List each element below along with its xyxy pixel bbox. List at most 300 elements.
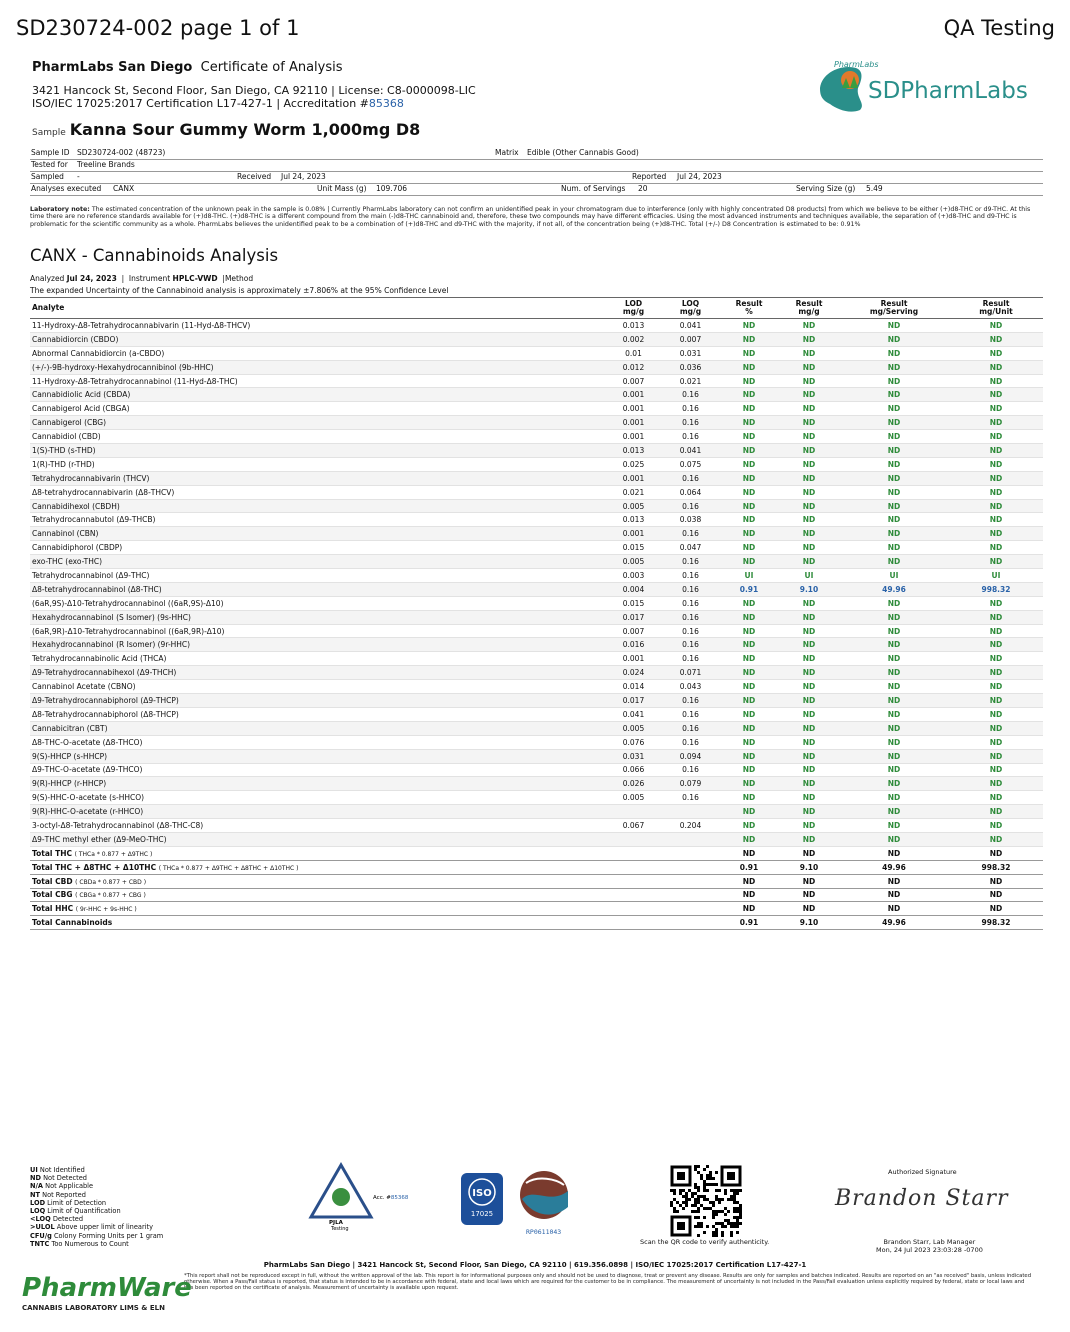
table-cell: 0.013 [605, 444, 662, 458]
table-row [30, 805, 1043, 819]
total-label [30, 902, 605, 916]
table-row [30, 430, 1043, 444]
analyte-name: Cannabidiorcin (CBDO) [30, 332, 605, 346]
qr-module [700, 1204, 703, 1207]
table-row [30, 582, 1043, 596]
analyte-name: Cannabidiphorol (CBDP) [30, 541, 605, 555]
table-cell: ND [719, 791, 779, 805]
analyses-value: CANX [113, 184, 135, 193]
qr-module [688, 1198, 691, 1201]
tested-for-value: Treeline Brands [77, 160, 135, 169]
table-cell: 0.002 [605, 332, 662, 346]
table-cell: 0.066 [605, 763, 662, 777]
table-cell: ND [949, 416, 1043, 430]
legend-item [30, 1215, 163, 1223]
table-cell: ND [839, 763, 949, 777]
table-cell: ND [719, 332, 779, 346]
table-cell: ND [719, 485, 779, 499]
sample-id-label: Sample ID [31, 148, 70, 157]
table-cell: ND [719, 513, 779, 527]
table-cell: UI [779, 569, 839, 583]
qr-module [712, 1204, 715, 1207]
table-cell: ND [949, 596, 1043, 610]
qr-module [736, 1231, 739, 1234]
table-cell: ND [949, 694, 1043, 708]
legend-abbr: CFU/g [30, 1231, 52, 1240]
qr-module [703, 1231, 706, 1234]
table-cell: ND [949, 332, 1043, 346]
table-cell: 0.16 [662, 402, 719, 416]
table-cell: ND [719, 707, 779, 721]
qr-module [697, 1210, 700, 1213]
qr-module [706, 1174, 709, 1177]
qr-module [697, 1195, 700, 1198]
table-cell: ND [779, 374, 839, 388]
analyte-name: 1(R)-THD (r-THD) [30, 457, 605, 471]
qr-module [724, 1219, 727, 1222]
table-cell: ND [839, 527, 949, 541]
pjla-acc-label: Acc. # [373, 1195, 391, 1201]
table-cell: 0.16 [662, 527, 719, 541]
qr-module [697, 1171, 700, 1174]
table-cell: ND [779, 791, 839, 805]
qr-finder-tr-core [727, 1172, 735, 1180]
table-cell: ND [719, 374, 779, 388]
table-cell: ND [779, 471, 839, 485]
legend-abbr: ND [30, 1174, 41, 1183]
table-cell: 0.041 [605, 707, 662, 721]
table-cell: ND [719, 749, 779, 763]
table-cell: ND [839, 541, 949, 555]
table-cell: 0.067 [605, 819, 662, 833]
total-formula: ( CBDa * 0.877 + CBD ) [75, 878, 147, 886]
table-cell: 0.017 [605, 610, 662, 624]
qr-module [727, 1222, 730, 1225]
table-cell: 0.001 [605, 471, 662, 485]
table-cell: ND [839, 610, 949, 624]
qr-code[interactable] [670, 1165, 742, 1237]
qr-module [712, 1216, 715, 1219]
table-cell: ND [949, 360, 1043, 374]
servings-value: 20 [638, 184, 648, 193]
legend-item [30, 1191, 163, 1199]
iso-text: ISO [472, 1188, 492, 1199]
table-cell: ND [839, 555, 949, 569]
authorized-signature-label: Authorized Signature [888, 1168, 957, 1176]
analyte-name: 11-Hydroxy-Δ8-Tetrahydrocannabinol (11-Hyd-Δ8-THC) [30, 374, 605, 388]
table-cell: ND [779, 430, 839, 444]
legend-item [30, 1174, 163, 1182]
table-cell: ND [779, 541, 839, 555]
qr-module [730, 1231, 733, 1234]
qr-module [730, 1198, 733, 1201]
qr-module [733, 1222, 736, 1225]
pharmware-tagline: CANNABIS LABORATORY LIMS & ELN [22, 1304, 165, 1312]
table-cell: ND [839, 596, 949, 610]
table-cell: ND [719, 360, 779, 374]
table-cell: ND [949, 652, 1043, 666]
analyte-name: Abnormal Cannabidiorcin (a-CBDO) [30, 346, 605, 360]
table-cell: ND [949, 707, 1043, 721]
legend-item [30, 1232, 163, 1240]
table-cell: ND [839, 680, 949, 694]
lab-address: 3421 Hancock St, Second Floor, San Diego, CA 92110 | License: C8-0000098-LIC [32, 84, 476, 97]
qr-module [715, 1231, 718, 1234]
table-cell [605, 916, 662, 930]
total-value: ND [719, 902, 779, 916]
column-header: LOQ mg/g [662, 298, 719, 319]
qr-module [718, 1189, 721, 1192]
column-header: Analyte [30, 298, 605, 319]
table-cell [662, 846, 719, 860]
pjla-sub: Testing [331, 1226, 349, 1232]
table-cell: 0.024 [605, 666, 662, 680]
pjla-acc [373, 1195, 409, 1201]
table-cell: 0.021 [662, 374, 719, 388]
analyte-name: Δ8-THC-O-acetate (Δ8-THCO) [30, 735, 605, 749]
table-cell: 0.005 [605, 721, 662, 735]
table-cell: ND [779, 749, 839, 763]
table-cell: 0.007 [605, 624, 662, 638]
qr-module [712, 1225, 715, 1228]
total-value: 9.10 [779, 916, 839, 930]
table-cell: 0.031 [605, 749, 662, 763]
table-cell: ND [839, 749, 949, 763]
table-cell: ND [719, 471, 779, 485]
total-value: ND [949, 902, 1043, 916]
table-cell [605, 874, 662, 888]
table-cell: ND [949, 791, 1043, 805]
qr-module [715, 1183, 718, 1186]
instrument-value: HPLC-VWD [172, 274, 218, 283]
qr-module [736, 1222, 739, 1225]
table-cell: 0.16 [662, 694, 719, 708]
table-cell [662, 902, 719, 916]
qr-module [715, 1213, 718, 1216]
table-cell: 0.064 [662, 485, 719, 499]
analyte-name: 9(R)-HHCP (r-HHCP) [30, 777, 605, 791]
table-cell: 0.007 [605, 374, 662, 388]
table-cell: ND [839, 430, 949, 444]
analyses-label: Analyses executed [31, 184, 102, 193]
qr-module [730, 1195, 733, 1198]
table-cell: ND [779, 832, 839, 846]
reported-label: Reported [632, 172, 667, 181]
table-cell: ND [719, 735, 779, 749]
total-row [30, 846, 1043, 860]
qr-module [727, 1210, 730, 1213]
table-cell: ND [949, 499, 1043, 513]
table-cell [605, 805, 662, 819]
servings-label: Num. of Servings [561, 184, 626, 193]
qr-module [697, 1198, 700, 1201]
table-row [30, 666, 1043, 680]
qr-module [724, 1213, 727, 1216]
table-cell: ND [949, 805, 1043, 819]
qr-module [697, 1165, 700, 1168]
table-cell: 0.16 [662, 430, 719, 444]
table-cell: ND [949, 624, 1043, 638]
qr-module [703, 1216, 706, 1219]
table-cell: 0.16 [662, 388, 719, 402]
results-table [30, 297, 1043, 930]
qr-module [739, 1213, 742, 1216]
analyte-name: 9(R)-HHC-O-acetate (r-HHCO) [30, 805, 605, 819]
logo-wordmark: SDPharmLabs [868, 78, 1028, 104]
table-cell: ND [839, 444, 949, 458]
qr-module [694, 1216, 697, 1219]
legend-text: Detected [52, 1215, 84, 1224]
table-cell: ND [719, 555, 779, 569]
table-cell: ND [719, 430, 779, 444]
table-row [30, 569, 1043, 583]
table-cell: ND [839, 471, 949, 485]
total-value: 998.32 [949, 860, 1043, 874]
table-cell: 0.016 [605, 638, 662, 652]
table-row [30, 319, 1043, 333]
table-cell: 0.005 [605, 791, 662, 805]
table-cell: 0.025 [605, 457, 662, 471]
qr-module [736, 1192, 739, 1195]
table-cell: ND [949, 430, 1043, 444]
unit-mass-label: Unit Mass (g) [317, 184, 367, 193]
qr-module [721, 1234, 724, 1237]
analyte-name: Δ8-tetrahydrocannabinol (Δ8-THC) [30, 582, 605, 596]
serving-size-value: 5.49 [866, 184, 883, 193]
table-cell: ND [839, 707, 949, 721]
table-cell: 0.001 [605, 652, 662, 666]
legend-abbr: LOQ [30, 1207, 46, 1216]
table-cell: 0.16 [662, 763, 719, 777]
table-cell: ND [779, 360, 839, 374]
total-value: ND [839, 846, 949, 860]
total-name: Total THC [32, 848, 72, 858]
table-cell: ND [839, 624, 949, 638]
table-cell: ND [719, 777, 779, 791]
qr-module [697, 1222, 700, 1225]
table-cell: ND [779, 346, 839, 360]
table-body [30, 319, 1043, 930]
analyte-name: Cannabidiolic Acid (CBDA) [30, 388, 605, 402]
table-cell: ND [949, 402, 1043, 416]
table-cell: ND [839, 457, 949, 471]
table-row [30, 457, 1043, 471]
qr-module [694, 1210, 697, 1213]
tested-for-label: Tested for [31, 160, 68, 169]
qr-module [712, 1177, 715, 1180]
qr-module [733, 1189, 736, 1192]
total-row [30, 902, 1043, 916]
table-cell [662, 888, 719, 902]
legend-text: Limit of Quantification [47, 1207, 121, 1216]
table-cell: ND [779, 596, 839, 610]
table-row [30, 624, 1043, 638]
table-cell: ND [949, 680, 1043, 694]
analyte-name: 9(S)-HHC-O-acetate (s-HHCO) [30, 791, 605, 805]
table-row [30, 819, 1043, 833]
table-cell: UI [949, 569, 1043, 583]
table-cell: ND [719, 763, 779, 777]
table-row [30, 471, 1043, 485]
qr-module [712, 1234, 715, 1237]
analyte-name: Δ9-THC methyl ether (Δ9-MeO-THC) [30, 832, 605, 846]
table-cell: 0.026 [605, 777, 662, 791]
table-cell: 0.014 [605, 680, 662, 694]
total-formula: ( THCa * 0.877 + Δ9THC + Δ8THC + Δ10THC ) [158, 864, 299, 872]
table-cell: ND [719, 666, 779, 680]
qr-module [685, 1195, 688, 1198]
qr-module [733, 1201, 736, 1204]
table-cell: ND [779, 805, 839, 819]
column-header: Result mg/Serving [839, 298, 949, 319]
total-value: ND [779, 902, 839, 916]
qr-module [694, 1225, 697, 1228]
total-value: ND [949, 874, 1043, 888]
qr-module [679, 1192, 682, 1195]
qr-module [703, 1198, 706, 1201]
table-cell: ND [839, 819, 949, 833]
qr-module [682, 1195, 685, 1198]
table-cell: ND [949, 832, 1043, 846]
qr-module [688, 1189, 691, 1192]
laboratory-note [30, 206, 1043, 228]
column-header: LOD mg/g [605, 298, 662, 319]
pjla-globe-icon [332, 1188, 350, 1206]
total-value: ND [839, 888, 949, 902]
analyzed-label: Analyzed [30, 274, 65, 283]
qr-module [733, 1207, 736, 1210]
analyte-name: 11-Hydroxy-Δ8-Tetrahydrocannabivarin (11-Hyd-Δ8-THCV) [30, 319, 605, 333]
qr-module [682, 1189, 685, 1192]
matrix-label: Matrix [495, 148, 519, 157]
qr-module [706, 1225, 709, 1228]
qr-module [673, 1198, 676, 1201]
table-cell: ND [719, 832, 779, 846]
total-name: Total THC + Δ8THC + Δ10THC [32, 862, 157, 872]
table-cell: 0.16 [662, 499, 719, 513]
table-row [30, 541, 1043, 555]
table-cell: ND [779, 555, 839, 569]
analyte-name: Cannabigerol (CBG) [30, 416, 605, 430]
qr-module [700, 1195, 703, 1198]
analyte-name: Hexahydrocannabinol (S Isomer) (9s-HHC) [30, 610, 605, 624]
table-cell: 0.204 [662, 819, 719, 833]
qr-module [712, 1231, 715, 1234]
table-cell: ND [779, 694, 839, 708]
table-cell: ND [949, 374, 1043, 388]
table-cell: 0.071 [662, 666, 719, 680]
analyte-name: 1(S)-THD (s-THD) [30, 444, 605, 458]
total-value: 9.10 [779, 860, 839, 874]
column-header: Result mg/Unit [949, 298, 1043, 319]
qr-module [685, 1198, 688, 1201]
qr-module [721, 1198, 724, 1201]
section-title: CANX - Cannabinoids Analysis [30, 246, 279, 265]
table-cell [605, 846, 662, 860]
qr-module [715, 1198, 718, 1201]
table-cell: ND [839, 416, 949, 430]
table-cell: ND [949, 735, 1043, 749]
sdpharmlabs-logo [812, 58, 1042, 118]
table-header-row [30, 298, 1043, 319]
qr-module [670, 1204, 673, 1207]
analyte-name: (6aR,9R)-Δ10-Tetrahydrocannabinol ((6aR,9R)-Δ10) [30, 624, 605, 638]
table-cell [605, 832, 662, 846]
table-cell: ND [839, 721, 949, 735]
table-cell: ND [719, 527, 779, 541]
table-cell: 0.16 [662, 707, 719, 721]
qr-module [724, 1189, 727, 1192]
table-cell [662, 874, 719, 888]
qr-module [718, 1201, 721, 1204]
table-cell: ND [839, 485, 949, 499]
total-value: ND [719, 888, 779, 902]
qr-module [715, 1234, 718, 1237]
sample-label: Sample [32, 128, 66, 138]
doc-type: Certificate of Analysis [200, 60, 343, 75]
table-cell: 49.96 [839, 582, 949, 596]
table-row [30, 680, 1043, 694]
qr-module [706, 1177, 709, 1180]
table-row [30, 527, 1043, 541]
table-cell: ND [719, 541, 779, 555]
analyte-name: Tetrahydrocannabutol (Δ9-THCB) [30, 513, 605, 527]
signed-date: Mon, 24 Jul 2023 23:03:28 -0700 [876, 1246, 983, 1254]
table-row [30, 638, 1043, 652]
table-cell: ND [839, 666, 949, 680]
table-cell: ND [949, 666, 1043, 680]
table-cell: ND [949, 388, 1043, 402]
qr-module [700, 1177, 703, 1180]
accreditation-link[interactable]: 85368 [368, 97, 404, 110]
table-row [30, 596, 1043, 610]
qr-module [706, 1189, 709, 1192]
report-type: QA Testing [943, 16, 1055, 40]
table-cell: ND [839, 832, 949, 846]
legend-abbr: N/A [30, 1182, 44, 1191]
pharmware-logo [20, 1268, 192, 1316]
qr-module [682, 1201, 685, 1204]
legend-item [30, 1240, 163, 1248]
table-cell: ND [949, 527, 1043, 541]
analyte-name: Δ9-Tetrahydrocannabihexol (Δ9-THCH) [30, 666, 605, 680]
footer-address: PharmLabs San Diego | 3421 Hancock St, Second Floor, San Diego, CA 92110 | 619.356.0898 | ISO/IEC 17025:2017 Certification L17-427-1 [263, 1261, 807, 1269]
qr-module [709, 1207, 712, 1210]
qr-module [691, 1204, 694, 1207]
table-cell: UI [719, 569, 779, 583]
total-value: ND [719, 846, 779, 860]
table-row [30, 735, 1043, 749]
qr-module [715, 1171, 718, 1174]
qr-module [706, 1165, 709, 1168]
table-cell [605, 860, 662, 874]
table-cell: 0.16 [662, 624, 719, 638]
table-cell: ND [779, 610, 839, 624]
analyte-name: Cannabigerol Acid (CBGA) [30, 402, 605, 416]
doj-badge [516, 1165, 578, 1237]
qr-module [700, 1174, 703, 1177]
total-label [30, 874, 605, 888]
table-cell: ND [949, 721, 1043, 735]
analyte-name: Cannabidihexol (CBDH) [30, 499, 605, 513]
qr-module [715, 1195, 718, 1198]
table-cell: ND [719, 652, 779, 666]
total-row [30, 888, 1043, 902]
table-cell: ND [779, 485, 839, 499]
total-name: Total CBD [32, 876, 73, 886]
signer-block [876, 1238, 983, 1254]
table-cell: 0.16 [662, 569, 719, 583]
